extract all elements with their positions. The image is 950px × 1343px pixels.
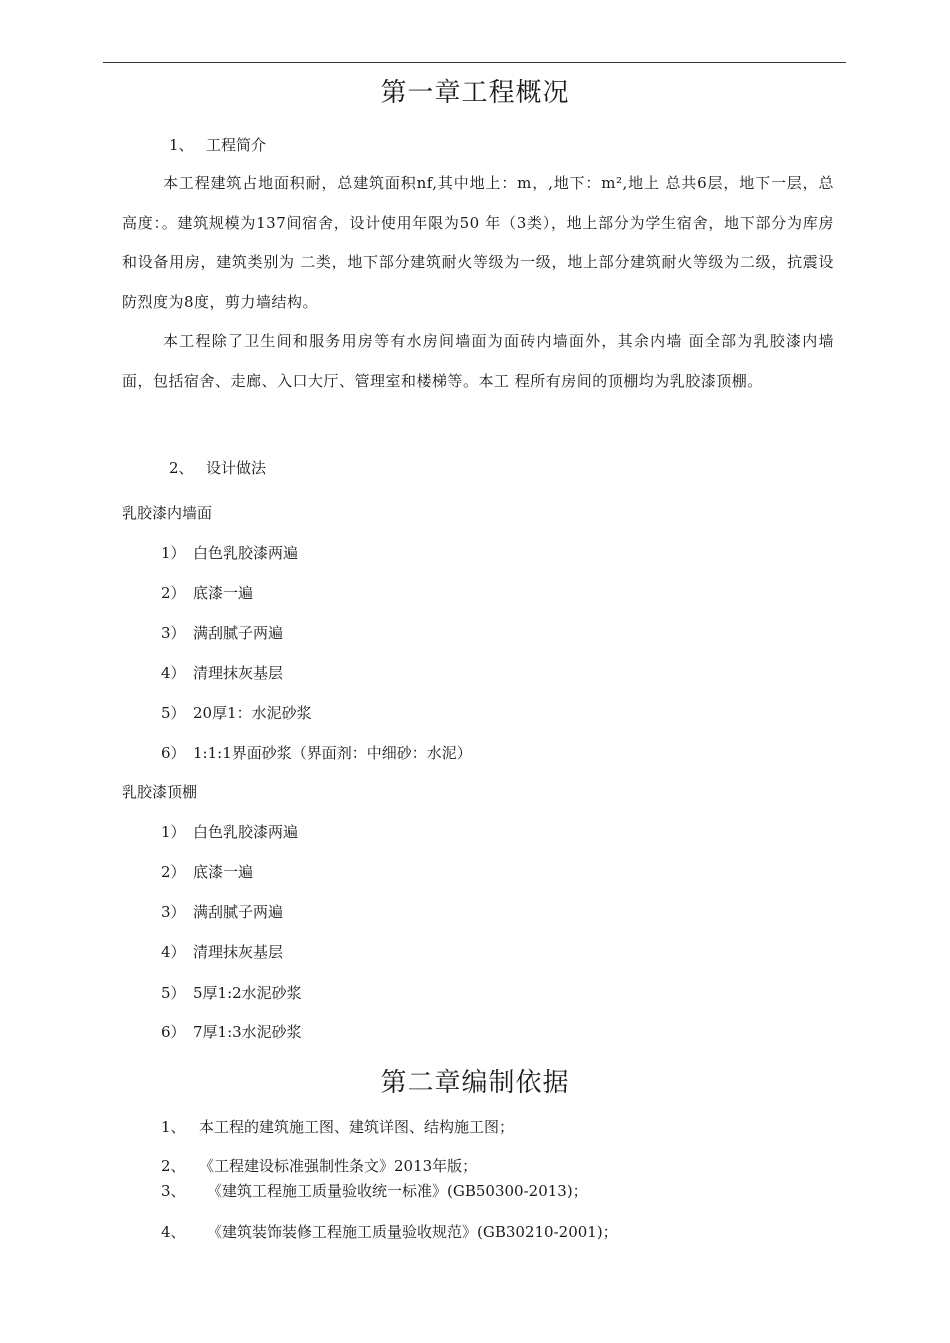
overview-paragraph-1: 本工程建筑占地面积耐，总建筑面积nf,其中地上：m，,地下：m²,地上 总共6层，地下一层，总高度：。建筑规模为137间宿舍，设计使用年限为50 年（3类），地上部分为学生宿舍，地下部分为库房和设备用房，建筑类别为 二类，地下部分建筑耐火等级为一级，地上部分建筑耐火等级为二级，抗震设 防烈度为8度，剪力墙结构。 xyxy=(122,174,834,311)
header-rule xyxy=(103,62,846,63)
list-item: 6） 7厚1:3水泥砂浆 xyxy=(161,1023,302,1041)
ceiling-heading: 乳胶漆顶棚 xyxy=(122,783,198,801)
list-item: 4） 清理抹灰基层 xyxy=(161,943,284,961)
list-item: 4） 清理抹灰基层 xyxy=(161,664,284,682)
overview-paragraph-2: 本工程除了卫生间和服务用房等有水房间墙面为面砖内墙面外，其余内墙 面全部为乳胶漆内墙面，包括宿舍、走廊、入口大厅、管理室和楼梯等。本工 程所有房间的顶棚均为乳胶漆顶棚。 xyxy=(122,332,834,390)
section1-number: 1、 xyxy=(169,136,194,154)
list-item: 3） 满刮腻子两遍 xyxy=(161,624,284,642)
list-item: 3） 满刮腻子两遍 xyxy=(161,903,284,921)
section2-heading xyxy=(169,458,266,478)
chapter2-title: 第二章编制依据 xyxy=(380,1068,570,1098)
list-item: 5） 20厚1：水泥砂浆 xyxy=(161,704,312,722)
section1-title: 工程简介 xyxy=(206,136,267,154)
list-item: 6） 1:1:1界面砂浆（界面剂：中细砂：水泥） xyxy=(161,744,472,762)
section2-title: 设计做法 xyxy=(206,459,267,477)
list-item: 1） 白色乳胶漆两遍 xyxy=(161,823,299,841)
chapter1-title: 第一章工程概况 xyxy=(380,78,570,108)
basis-item: 1、 本工程的建筑施工图、建筑详图、结构施工图； xyxy=(161,1118,515,1136)
list-item: 1） 白色乳胶漆两遍 xyxy=(161,544,299,562)
wall-heading: 乳胶漆内墙面 xyxy=(122,504,213,522)
list-item: 5） 5厚1:2水泥砂浆 xyxy=(161,984,302,1002)
list-item: 2） 底漆一遍 xyxy=(161,863,254,881)
section2-number: 2、 xyxy=(169,459,194,477)
basis-item: 3、 《建筑工程施工质量验收统一标准》(GB50300-2013)； xyxy=(161,1182,588,1200)
list-item: 2） 底漆一遍 xyxy=(161,584,254,602)
basis-item: 2、 《工程建设标准强制性条文》2013年版； xyxy=(161,1157,478,1175)
basis-item: 4、 《建筑装饰装修工程施工质量验收规范》(GB30210-2001)； xyxy=(161,1223,618,1241)
section1-heading xyxy=(169,135,266,155)
